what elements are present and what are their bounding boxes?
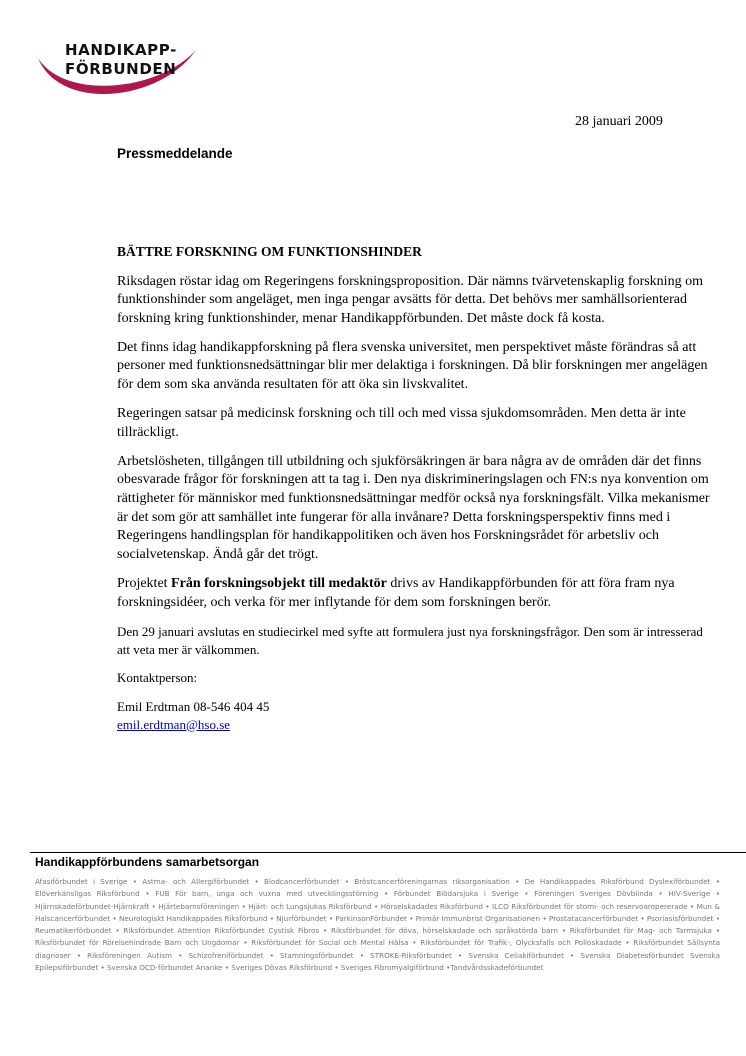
- document-date: 28 januari 2009: [575, 114, 663, 129]
- logo: [30, 30, 210, 110]
- paragraph: Det finns idag handikappforskning på flera svenska universitet, men perspektivet måste förändras så att personer med funktionsnedsättningar blir mer delaktiga i forskningen. Då blir forskningen mer angelägen för dem som ska använda resultaten för att öka sin livskvalitet.: [117, 339, 708, 393]
- footer-divider: [30, 852, 746, 853]
- project-prefix: Projektet: [117, 575, 172, 591]
- press-release-body: [117, 243, 717, 744]
- contact-label: Kontaktperson:: [117, 670, 198, 686]
- logo-text-line2: FÖRBUNDEN: [65, 60, 177, 78]
- footer-title: Handikappförbundens samarbetsorgan: [35, 855, 260, 869]
- contact-name-phone: Emil Erdtman 08-546 404 45: [117, 698, 270, 714]
- paragraph: Riksdagen röstar idag om Regeringens forskningsproposition. Där nämns tvärvetenskaplig forskning om funktionshinder som angeläget, men inga pengar avsätts för detta. Det behövs mer samhällsorienterad forskning kring funktionshinder, menar Handikappförbunden. Det måste dock få kosta.: [117, 273, 703, 326]
- paragraph: Arbetslösheten, tillgången till utbildning och sjukförsäkringen är bara några av de områden där det finns obesvarade frågor för forskningen att ta tag i. Den nya diskrimineringslagen och FN:s nya konvention om rättigheter för människor med funktionsnedsättningar medför också nya forskningsfält. Vilka mekanismer är det som gör att samhället inte fungerar för alla invånare? Detta forskningsperspektiv finns med i Regeringens handlingsplan för handikappolitiken och även hos Forskningsrådet för arbetsliv och socialvetenskap. Ändå går det trögt.: [117, 453, 710, 562]
- contact-email-line: [117, 716, 717, 734]
- study-circle-paragraph: Den 29 januari avslutas en studiecirkel med syfte att formulera just nya forskningsfrågor. Den som är intresserad att veta mer är välkommen.: [117, 623, 703, 657]
- project-name: Från forskningsobjekt till medaktör: [171, 575, 387, 591]
- project-paragraph: [117, 575, 717, 612]
- press-release-heading: BÄTTRE FORSKNING OM FUNKTIONSHINDER: [117, 244, 422, 259]
- document-type: Pressmeddelande: [117, 146, 233, 161]
- logo-text-line1: HANDIKAPP-: [65, 41, 177, 59]
- paragraph: Regeringen satsar på medicinsk forskning och till och med vissa sjukdomsområden. Men detta är inte tillräckligt.: [117, 406, 686, 440]
- footer-organizations: Afasiförbundet i Sverige • Astma- och Allergiförbundet • Blodcancerförbundet • Bröstcancerföreningarnas riksorganisation • De Handikappades Riksförbund Dyslexiförbundet • Elöverkänsligas Riksförbund • FUB För barn, unga och vuxna med utvecklingsstörning • Förbundet Blödarsjuka i Sverige • Föreningen Sveriges Dövblinda • HIV-Sverige • Hjärnskadeförbundet-Hjärnkraft • Hjärtebarnsföreningen • Hjärt- och Lungsjukas Riksförbund • Hörselskadades Riksförbund • ILCO Riksförbundet för stomi- och reservoaropererade • Mun & Halscancerförbundet • Neurologiskt Handikappades Riksförbund • Njurförbundet • ParkinsonFörbundet • Primär Immunbrist Organisationen • Prostatacancerförbundet • Psoriasisförbundet • Reumatikerförbundet • Riksförbundet Attention Riksförbundet Cystisk Fibros • Riksförbundet för döva, hörselskadade och språkstörda barn • Riksförbundet för Mag- och Tarmsjuka • Riksförbundet för Rörelsehindrade Barn och Ungdomar • Riksförbundet för Social och Mental Hälsa • Riksförbundet för Trafik-, Olycksfalls och Polioskadade • Riksförbundet Sällsynta diagnoser • Riksföreningen Autism • Schizofreniförbundet • Stamningsförbundet • STROKE-Riksförbundet • Svenska Celiakiförbundet • Svenska Diabetesförbundet Svenska Epilepsiförbundet • Svenska OCD-förbundet Ananke • Sveriges Dövas Riksförbund • Sveriges Fibromyalgiförbund •Tandvårdsskadeförbundet: [35, 877, 720, 973]
- project-suffix: drivs av Handikappförbunden för att föra fram nya forskningsidéer, och verka för mer inflytande för dem som forskningen berör.: [117, 575, 675, 610]
- contact-email-link[interactable]: emil.erdtman@hso.se: [117, 716, 231, 732]
